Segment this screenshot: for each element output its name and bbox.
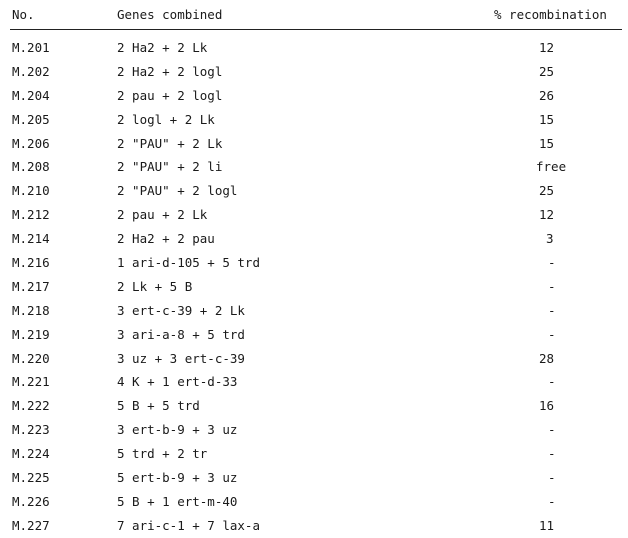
- table-row: [0, 251, 628, 275]
- table-row: [0, 466, 628, 490]
- row-number: M.208: [12, 159, 50, 175]
- row-recombination: 15: [539, 111, 555, 127]
- table-row: [0, 60, 628, 84]
- row-number: M.225: [12, 470, 50, 486]
- row-genes: 7 ari-c-1 + 7 lax-a: [117, 517, 260, 533]
- row-recombination: -: [548, 374, 556, 390]
- row-genes: 5 B + 5 trd: [117, 398, 200, 414]
- row-genes: 2 Lk + 5 B: [117, 278, 193, 294]
- row-recombination: 12: [539, 207, 555, 223]
- row-recombination: 16: [539, 398, 555, 414]
- row-genes: 5 B + 1 ert-m-40: [117, 493, 238, 509]
- table-row: [0, 155, 628, 179]
- row-genes: 2 pau + 2 Lk: [117, 207, 208, 223]
- row-number: M.201: [12, 40, 50, 55]
- row-genes: 2 Ha2 + 2 logl: [117, 63, 223, 79]
- table-row: [0, 347, 628, 371]
- row-number: M.226: [12, 493, 50, 509]
- row-recombination: -: [548, 470, 556, 486]
- table-row: [0, 418, 628, 442]
- row-recombination: 3: [546, 231, 554, 247]
- row-number: M.216: [12, 255, 50, 271]
- row-genes: 3 ert-c-39 + 2 Lk: [117, 302, 245, 318]
- row-number: M.214: [12, 231, 50, 247]
- row-recombination: 28: [539, 350, 555, 366]
- row-recombination: 25: [539, 63, 555, 79]
- table-row: [0, 442, 628, 466]
- row-genes: 2 "PAU" + 2 li: [117, 159, 223, 175]
- table-row: [0, 323, 628, 347]
- row-number: M.210: [12, 183, 50, 199]
- row-number: M.205: [12, 111, 50, 127]
- row-genes: 4 K + 1 ert-d-33: [117, 374, 238, 390]
- row-number: M.222: [12, 398, 50, 414]
- row-recombination: -: [548, 493, 556, 509]
- row-recombination: -: [548, 278, 556, 294]
- row-genes: 2 Ha2 + 2 pau: [117, 231, 215, 247]
- table-row: [0, 36, 628, 60]
- table-row: [0, 203, 628, 227]
- table-row: [0, 514, 628, 538]
- row-number: M.212: [12, 207, 50, 223]
- header-rule: [10, 29, 622, 30]
- row-recombination: 26: [539, 87, 555, 103]
- table-header: [0, 0, 628, 30]
- row-recombination: -: [548, 326, 556, 342]
- table-row: [0, 394, 628, 418]
- row-recombination: 25: [539, 183, 555, 199]
- row-genes: 3 ari-a-8 + 5 trd: [117, 326, 245, 342]
- row-number: M.204: [12, 87, 50, 103]
- row-genes: 3 ert-b-9 + 3 uz: [117, 422, 238, 438]
- row-number: M.221: [12, 374, 50, 390]
- header-recombination: % recombination: [494, 7, 607, 22]
- row-recombination: -: [548, 255, 556, 271]
- table-row: [0, 490, 628, 514]
- table-row: [0, 227, 628, 251]
- table-row: [0, 370, 628, 394]
- header-no: No.: [12, 7, 35, 22]
- row-recombination: -: [548, 446, 556, 462]
- table-row: [0, 108, 628, 132]
- row-genes: 1 ari-d-105 + 5 trd: [117, 255, 260, 271]
- table-body: [0, 36, 628, 538]
- row-genes: 2 "PAU" + 2 Lk: [117, 135, 223, 151]
- table-row: [0, 275, 628, 299]
- row-genes: 2 "PAU" + 2 logl: [117, 183, 238, 199]
- row-recombination: -: [548, 422, 556, 438]
- row-number: M.224: [12, 446, 50, 462]
- row-number: M.220: [12, 350, 50, 366]
- row-genes: 2 Ha2 + 2 Lk: [117, 40, 208, 55]
- header-genes-combined: Genes combined: [117, 7, 223, 22]
- row-number: M.206: [12, 135, 50, 151]
- row-recombination: 11: [539, 517, 555, 533]
- table-row: [0, 132, 628, 156]
- row-genes: 5 ert-b-9 + 3 uz: [117, 470, 238, 486]
- row-genes: 5 trd + 2 tr: [117, 446, 208, 462]
- table-row: [0, 179, 628, 203]
- row-recombination: 12: [539, 40, 555, 55]
- row-genes: 2 pau + 2 logl: [117, 87, 223, 103]
- table-row: [0, 84, 628, 108]
- row-number: M.202: [12, 63, 50, 79]
- row-genes: 2 logl + 2 Lk: [117, 111, 215, 127]
- table-row: [0, 299, 628, 323]
- row-number: M.223: [12, 422, 50, 438]
- row-genes: 3 uz + 3 ert-c-39: [117, 350, 245, 366]
- row-recombination: -: [548, 302, 556, 318]
- row-number: M.227: [12, 517, 50, 533]
- row-number: M.217: [12, 278, 50, 294]
- row-number: M.218: [12, 302, 50, 318]
- row-recombination: 15: [539, 135, 555, 151]
- row-number: M.219: [12, 326, 50, 342]
- row-recombination: free: [536, 159, 567, 175]
